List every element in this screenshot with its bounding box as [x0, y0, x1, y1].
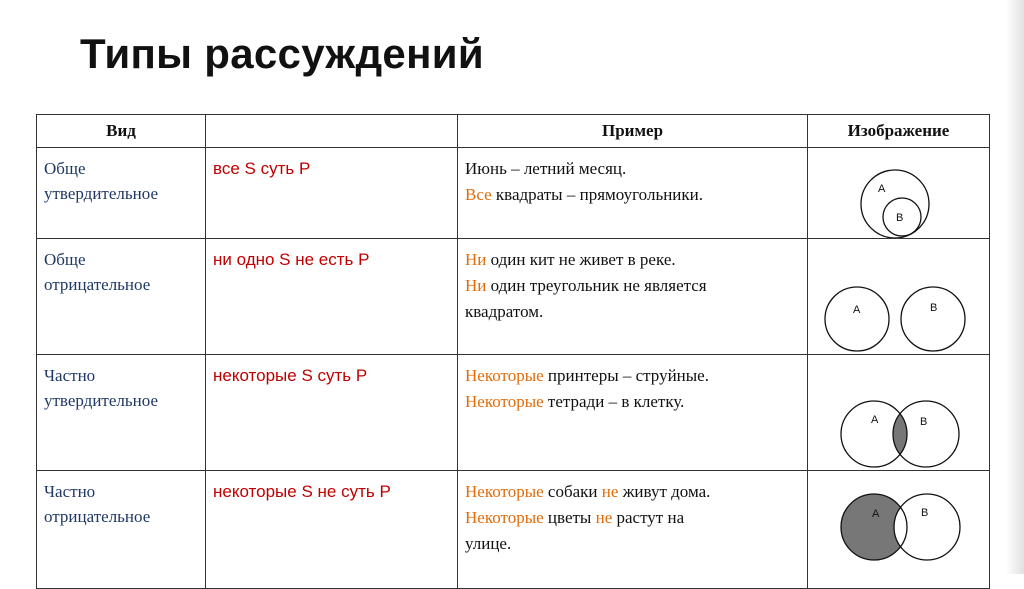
kind-line: Частно [44, 366, 96, 385]
header-image: Изображение [808, 115, 990, 148]
highlight-word: Некоторые [465, 508, 544, 527]
example-text: квадратом. [465, 302, 544, 321]
kind-line: отрицательное [44, 275, 151, 294]
highlight-word: не [601, 482, 619, 501]
table-header-row [37, 115, 990, 148]
example-text: улице. [465, 534, 512, 553]
venn-diagram-difference [815, 479, 997, 588]
highlight-word: Некоторые [465, 392, 544, 411]
example-text: живут дома. [618, 482, 711, 501]
venn-cell [808, 471, 990, 589]
example-cell [458, 148, 808, 239]
kind-line: утвердительное [44, 391, 158, 410]
example-line [465, 182, 801, 208]
example-text: квадраты – прямоугольники. [491, 185, 703, 204]
example-text: цветы [543, 508, 596, 527]
kind-line: Частно [44, 482, 96, 501]
highlight-word: Некоторые [465, 482, 544, 501]
table-row [37, 148, 990, 239]
kind-line: Обще [44, 159, 86, 178]
formula-cell: все S суть P [206, 148, 458, 239]
example-line [465, 156, 801, 182]
example-line [465, 363, 801, 389]
venn-diagram-inclusion [815, 156, 997, 238]
venn-label-a: A [853, 304, 861, 316]
kind-line: отрицательное [44, 507, 151, 526]
example-text: один кит не живет в реке. [486, 250, 676, 269]
kind-cell [37, 355, 206, 471]
header-kind: Вид [37, 115, 206, 148]
highlight-word: Ни [465, 276, 487, 295]
kind-cell [37, 471, 206, 589]
example-line [465, 273, 801, 299]
kind-cell [37, 239, 206, 355]
highlight-word: Некоторые [465, 366, 544, 385]
example-text: растут на [612, 508, 685, 527]
example-text: собаки [543, 482, 602, 501]
header-formula [206, 115, 458, 148]
highlight-word: Все [465, 185, 492, 204]
venn-cell [808, 148, 990, 239]
example-text: принтеры – струйные. [543, 366, 709, 385]
example-text: тетради – в клетку. [543, 392, 685, 411]
venn-circle-b [901, 287, 965, 351]
example-line [465, 247, 801, 273]
example-line [465, 389, 801, 415]
venn-label-b: B [921, 507, 929, 519]
header-example: Пример [458, 115, 808, 148]
formula-cell: некоторые S суть P [206, 355, 458, 471]
venn-label-a: A [871, 414, 879, 426]
example-line [465, 479, 801, 505]
venn-circle-a [861, 170, 929, 238]
table-row [37, 355, 990, 471]
highlight-word: Ни [465, 250, 487, 269]
example-line [465, 531, 801, 557]
slide-edge-shadow [1006, 0, 1024, 574]
example-line [465, 299, 801, 325]
formula-cell: некоторые S не суть P [206, 471, 458, 589]
venn-cell [808, 355, 990, 471]
venn-label-b: B [920, 416, 928, 428]
example-cell [458, 355, 808, 471]
venn-label-b: B [896, 212, 904, 224]
example-cell [458, 239, 808, 355]
venn-diagram-disjoint [815, 247, 997, 354]
kind-line: Обще [44, 250, 86, 269]
example-line [465, 505, 801, 531]
example-text: Июнь – летний месяц. [465, 159, 627, 178]
formula-cell: ни одно S не есть P [206, 239, 458, 355]
venn-label-a: A [878, 183, 886, 195]
kind-line: утвердительное [44, 184, 158, 203]
example-text: один треугольник не является [486, 276, 707, 295]
venn-diagram-overlap [815, 363, 997, 470]
table-row [37, 471, 990, 589]
example-cell [458, 471, 808, 589]
kind-cell [37, 148, 206, 239]
slide-title: Типы рассуждений [80, 30, 484, 77]
venn-label-a: A [872, 508, 880, 520]
highlight-word: не [595, 508, 613, 527]
venn-circle-a [825, 287, 889, 351]
venn-label-b: B [930, 302, 938, 314]
table-row [37, 239, 990, 355]
venn-cell [808, 239, 990, 355]
reasoning-types-table [36, 114, 990, 589]
